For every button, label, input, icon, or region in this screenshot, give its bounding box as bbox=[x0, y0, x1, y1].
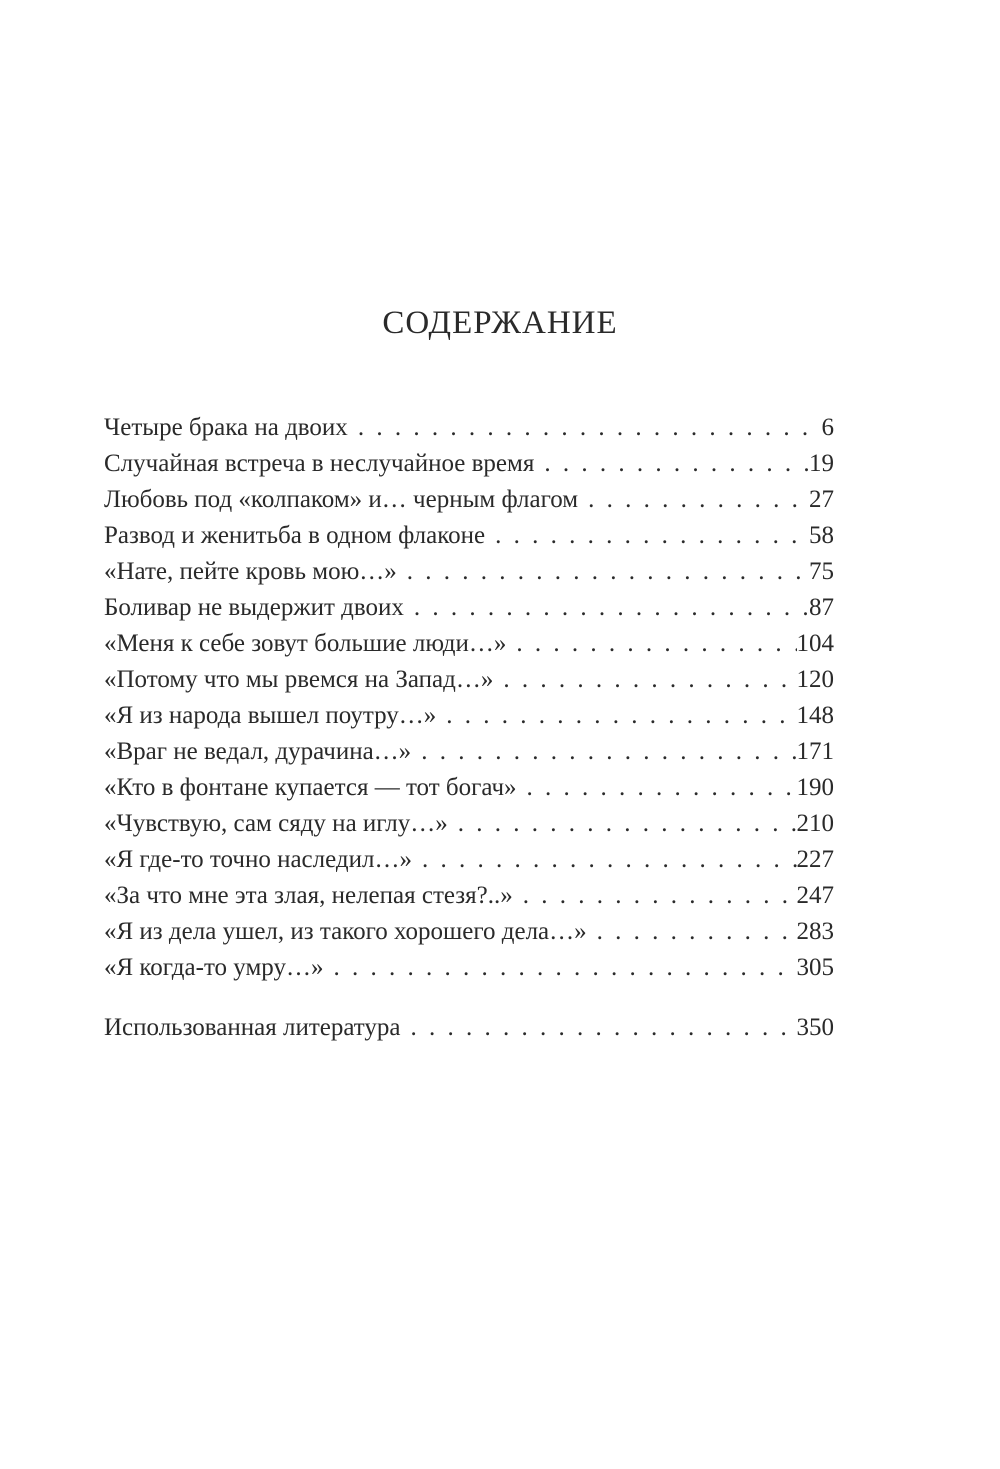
toc-entry bbox=[104, 878, 834, 914]
toc-entry-page: 350 bbox=[796, 1014, 834, 1041]
toc-entry-title: «Меня к себе зовут большие люди…» bbox=[104, 630, 507, 657]
toc-entry-page: 305 bbox=[796, 954, 834, 981]
dot-leader bbox=[411, 734, 796, 770]
toc-entry-page: 247 bbox=[796, 882, 834, 909]
toc-entry-bibliography bbox=[104, 1010, 834, 1046]
toc-entry-title: «За что мне эта злая, нелепая стезя?..» bbox=[104, 882, 513, 909]
toc-entry-title: Случайная встреча в неслучайное время bbox=[104, 450, 535, 477]
toc-entry-title: «Враг не ведал, дурачина…» bbox=[104, 738, 412, 765]
toc-entry bbox=[104, 662, 834, 698]
toc-entry-page: 210 bbox=[796, 810, 834, 837]
toc-entry bbox=[104, 698, 834, 734]
toc-entry bbox=[104, 482, 834, 518]
toc-entry-page: 190 bbox=[796, 774, 834, 801]
dot-leader bbox=[578, 482, 809, 518]
toc-entry bbox=[104, 518, 834, 554]
dot-leader bbox=[485, 518, 809, 554]
toc-entry bbox=[104, 914, 834, 950]
dot-leader bbox=[412, 842, 797, 878]
toc-entry-title: «Я из дела ушел, из такого хорошего дела…» bbox=[104, 918, 587, 945]
toc-entry bbox=[104, 806, 834, 842]
toc-entry bbox=[104, 626, 834, 662]
toc-entry-title: «Я из народа вышел поутру…» bbox=[104, 702, 437, 729]
toc-entry-title: «Кто в фонтане купается — тот богач» bbox=[104, 774, 517, 801]
toc-entry-page: 58 bbox=[809, 522, 834, 549]
toc-entry-title: Четыре брака на двоих bbox=[104, 414, 348, 441]
toc-entry-title: «Потому что мы рвемся на Запад…» bbox=[104, 666, 494, 693]
toc-entry-page: 75 bbox=[809, 558, 834, 585]
toc-entry bbox=[104, 770, 834, 806]
dot-leader bbox=[404, 590, 809, 626]
toc-entry-page: 19 bbox=[809, 450, 834, 477]
toc-entry bbox=[104, 446, 834, 482]
toc-entry-title: Развод и женитьба в одном флаконе bbox=[104, 522, 486, 549]
toc-entry-title: «Нате, пейте кровь мою…» bbox=[104, 558, 397, 585]
toc-entry-title: «Чувствую, сам сяду на иглу…» bbox=[104, 810, 448, 837]
dot-leader bbox=[401, 1010, 797, 1046]
toc-entry-page: 227 bbox=[796, 846, 834, 873]
table-of-contents bbox=[104, 410, 834, 1046]
dot-leader bbox=[534, 446, 809, 482]
toc-entry-page: 120 bbox=[796, 666, 834, 693]
toc-entry-page: 6 bbox=[821, 414, 834, 441]
dot-leader bbox=[436, 698, 796, 734]
dot-leader bbox=[513, 878, 797, 914]
toc-entry-title: Боливар не выдержит двоих bbox=[104, 594, 404, 621]
dot-leader bbox=[323, 950, 796, 986]
toc-entry-page: 104 bbox=[796, 630, 834, 657]
toc-entry-title: «Я где-то точно наследил…» bbox=[104, 846, 412, 873]
dot-leader bbox=[587, 914, 797, 950]
toc-entry-page: 87 bbox=[809, 594, 834, 621]
toc-entry bbox=[104, 590, 834, 626]
dot-leader bbox=[448, 806, 797, 842]
toc-entry-page: 283 bbox=[796, 918, 834, 945]
toc-entry-page: 148 bbox=[796, 702, 834, 729]
toc-entry-page: 171 bbox=[796, 738, 834, 765]
toc-entry-title: Использованная литература bbox=[104, 1014, 401, 1041]
dot-leader bbox=[493, 662, 796, 698]
toc-entry bbox=[104, 734, 834, 770]
dot-leader bbox=[506, 626, 796, 662]
toc-entry-page: 27 bbox=[809, 486, 834, 513]
toc-entry bbox=[104, 554, 834, 590]
page-title: СОДЕРЖАНИЕ bbox=[382, 305, 618, 341]
dot-leader bbox=[397, 554, 809, 590]
toc-entry bbox=[104, 950, 834, 986]
toc-entry bbox=[104, 410, 834, 446]
toc-entry-title: Любовь под «колпаком» и… черным флагом bbox=[104, 486, 579, 513]
dot-leader bbox=[517, 770, 797, 806]
dot-leader bbox=[348, 410, 822, 446]
toc-entry-title: «Я когда-то умру…» bbox=[104, 954, 324, 981]
toc-entry bbox=[104, 842, 834, 878]
